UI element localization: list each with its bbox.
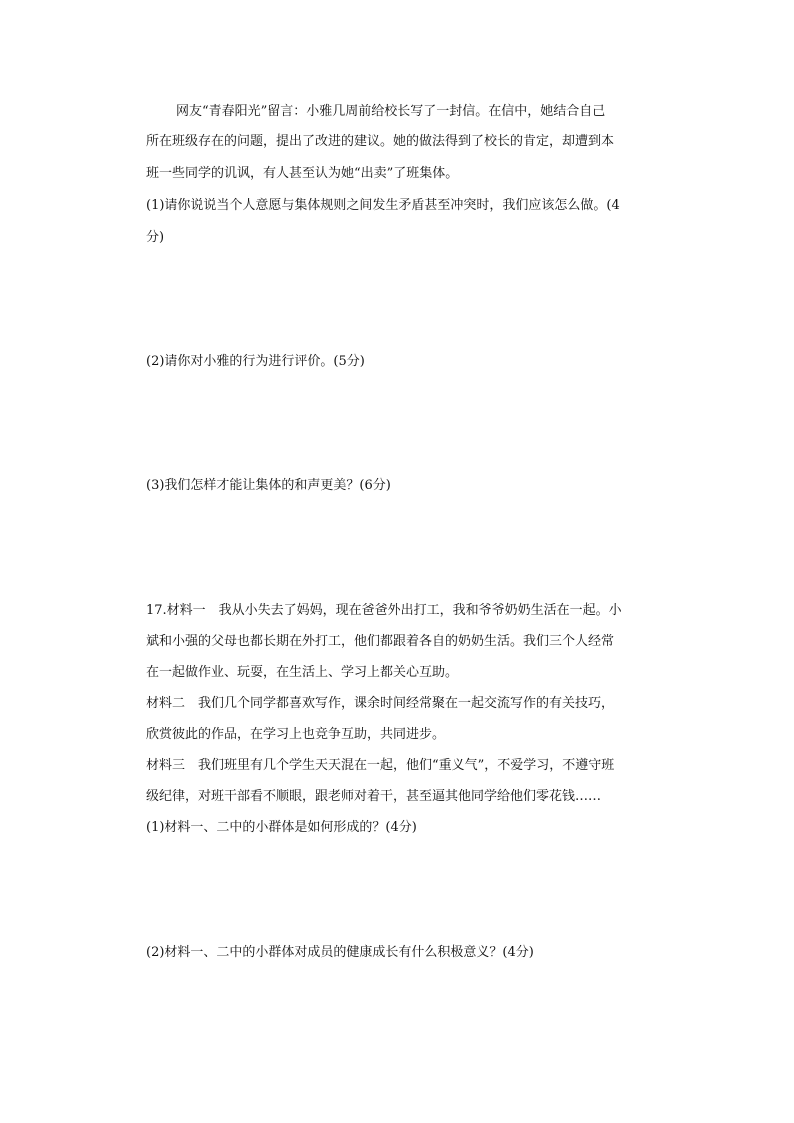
question-16-1-line-1: (1)请你说说当个人意愿与集体规则之间发生矛盾甚至冲突时，我们应该怎么做。(4 (146, 198, 620, 213)
material-3-line-1: 材料三 我们班里有几个学生天天混在一起，他们“重义气”，不爱学习，不遵守班 (146, 758, 615, 773)
material-1-line-2: 斌和小强的父母也都长期在外打工，他们都跟着各自的奶奶生活。我们三个人经常 (146, 634, 615, 649)
passage-16-line-1: 网友“青春阳光”留言：小雅几周前给校长写了一封信。在信中，她结合自己 (176, 104, 606, 119)
passage-16-line-2: 所在班级存在的问题，提出了改进的建议。她的做法得到了校长的肯定，却遭到本 (146, 134, 615, 149)
material-3-line-2: 级纪律，对班干部看不顺眼，跟老师对着干，甚至逼其他同学给他们零花钱…… (146, 789, 602, 804)
passage-16-line-3: 班一些同学的讥讽，有人甚至认为她“出卖”了班集体。 (146, 166, 459, 181)
question-16-3: (3)我们怎样才能让集体的和声更美？(6分) (146, 478, 391, 493)
material-1-line-1: 17.材料一 我从小失去了妈妈，现在爸爸外出打工，我和爷爷奶奶生活在一起。小 (146, 603, 622, 618)
material-2-line-1: 材料二 我们几个同学都喜欢写作，课余时间经常聚在一起交流写作的有关技巧， (146, 696, 615, 711)
question-17-1: (1)材料一、二中的小群体是如何形成的？(4分) (146, 820, 417, 835)
question-16-1-line-2: 分) (146, 230, 165, 245)
question-17-2: (2)材料一、二中的小群体对成员的健康成长有什么积极意义？(4分) (146, 945, 534, 960)
material-1-line-3: 在一起做作业、玩耍，在生活上、学习上都关心互助。 (146, 665, 459, 680)
material-2-line-2: 欣赏彼此的作品，在学习上也竞争互助，共同进步。 (146, 727, 446, 742)
question-16-2: (2)请你对小雅的行为进行评价。(5分) (146, 354, 365, 369)
